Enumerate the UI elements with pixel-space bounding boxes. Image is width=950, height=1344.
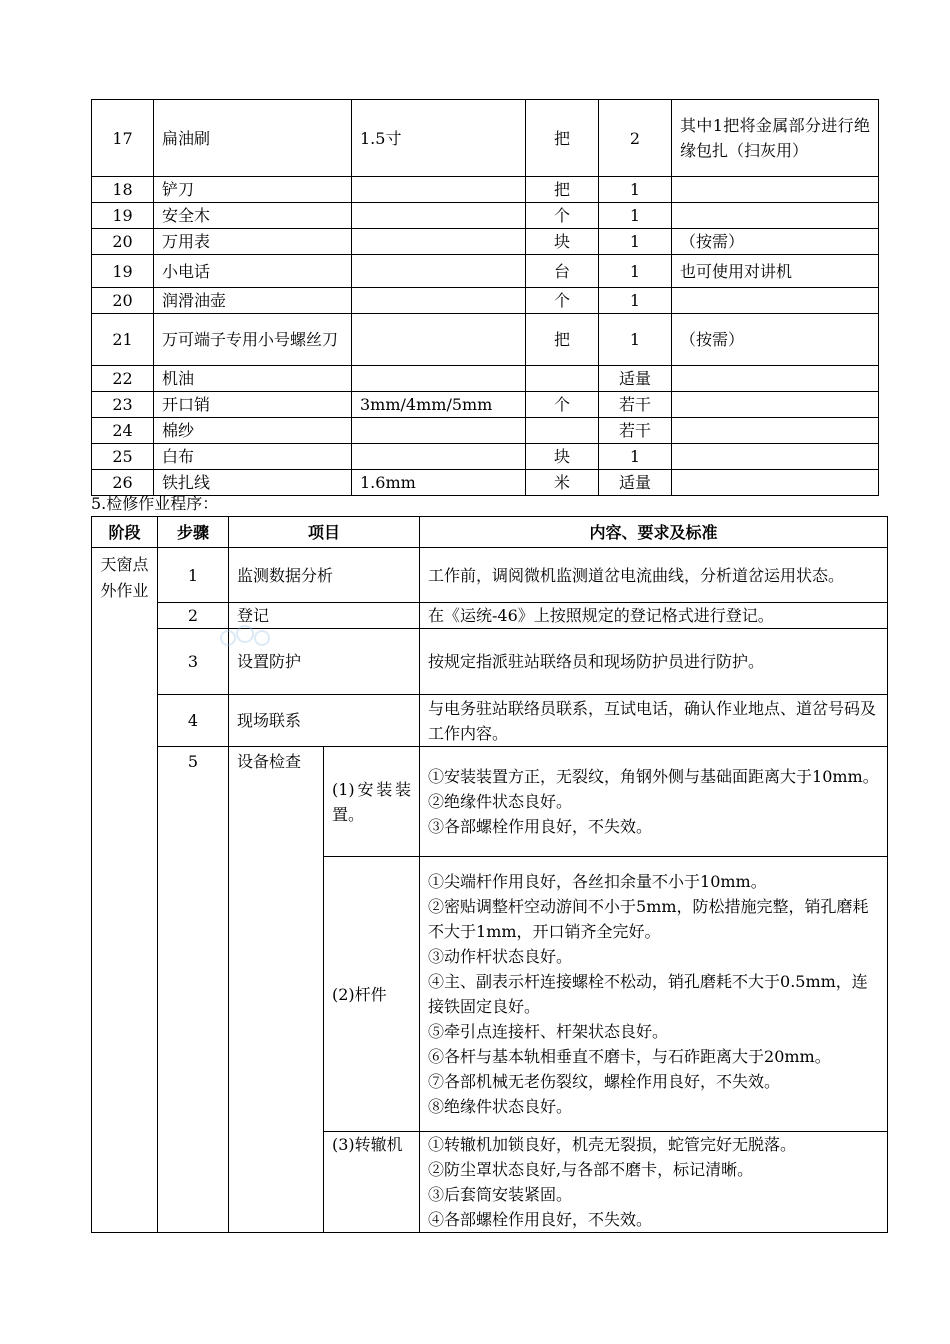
requirement-line: ⑤牵引点连接杆、杆架状态良好。 — [428, 1022, 669, 1041]
step-content: 与电务驻站联络员联系，互试电话，确认作业地点、道岔号码及工作内容。 — [420, 695, 888, 747]
tool-note — [672, 444, 879, 470]
tool-qty: 1 — [599, 203, 672, 229]
tool-qty: 1 — [599, 177, 672, 203]
step-no: 5 — [158, 747, 229, 1233]
requirement-line: ②防尘罩状态良好,与各部不磨卡，标记清晰。 — [428, 1160, 754, 1179]
sub-item-content — [420, 1132, 888, 1233]
requirement-line: ③动作杆状态良好。 — [428, 947, 573, 966]
step-item: 设备检查 — [229, 747, 324, 1233]
tool-row — [92, 177, 879, 203]
tool-unit: 把 — [526, 100, 599, 177]
tool-qty: 1 — [599, 288, 672, 314]
tools-table-body — [92, 100, 879, 496]
tool-name: 棉纱 — [154, 418, 352, 444]
procedure-header-row — [92, 517, 888, 548]
tool-no: 19 — [92, 203, 154, 229]
step-no: 3 — [158, 629, 229, 695]
step-no: 1 — [158, 548, 229, 603]
tool-name: 白布 — [154, 444, 352, 470]
tool-note — [672, 203, 879, 229]
tool-spec: 3mm/4mm/5mm — [352, 392, 526, 418]
tool-row — [92, 366, 879, 392]
tool-row — [92, 392, 879, 418]
section-heading: 5.检修作业程序： — [91, 494, 219, 513]
tool-unit: 把 — [526, 314, 599, 366]
tool-unit: 个 — [526, 288, 599, 314]
tool-spec — [352, 418, 526, 444]
tool-note: （按需） — [672, 314, 879, 366]
tool-unit: 台 — [526, 255, 599, 288]
tool-spec — [352, 314, 526, 366]
tool-unit: 把 — [526, 177, 599, 203]
procedure-table — [91, 516, 888, 1233]
sub-item-label: (2)杆件 — [324, 857, 420, 1132]
step-item: 监测数据分析 — [229, 548, 420, 603]
sub-item-content — [420, 747, 888, 857]
procedure-row — [92, 747, 888, 857]
tool-note — [672, 366, 879, 392]
tool-note — [672, 392, 879, 418]
tool-no: 22 — [92, 366, 154, 392]
tool-note — [672, 470, 879, 496]
requirement-line: ④各部螺栓作用良好，不失效。 — [428, 1210, 653, 1229]
sub-item-content — [420, 857, 888, 1132]
tool-spec — [352, 229, 526, 255]
tool-name: 开口销 — [154, 392, 352, 418]
tool-row — [92, 229, 879, 255]
requirement-line: ②绝缘件状态良好。 — [428, 792, 573, 811]
requirement-line: ④主、副表示杆连接螺栓不松动，销孔磨耗不大于0.5mm，连接铁固定良好。 — [428, 972, 868, 1016]
header-item: 项目 — [229, 517, 420, 548]
step-item: 现场联系 — [229, 695, 420, 747]
tool-spec: 1.6mm — [352, 470, 526, 496]
tool-name: 润滑油壶 — [154, 288, 352, 314]
tool-row — [92, 255, 879, 288]
tool-no: 20 — [92, 229, 154, 255]
header-content: 内容、要求及标准 — [420, 517, 888, 548]
tool-name: 万用表 — [154, 229, 352, 255]
tool-no: 23 — [92, 392, 154, 418]
procedure-row — [92, 603, 888, 629]
tool-no: 25 — [92, 444, 154, 470]
tool-spec — [352, 203, 526, 229]
tool-unit: 个 — [526, 392, 599, 418]
tool-name: 机油 — [154, 366, 352, 392]
tool-no: 24 — [92, 418, 154, 444]
tool-qty: 适量 — [599, 366, 672, 392]
header-stage: 阶段 — [92, 517, 158, 548]
tool-unit — [526, 366, 599, 392]
tool-unit: 个 — [526, 203, 599, 229]
tool-name: 安全木 — [154, 203, 352, 229]
tool-spec — [352, 177, 526, 203]
tool-no: 26 — [92, 470, 154, 496]
tool-unit: 块 — [526, 444, 599, 470]
tool-unit — [526, 418, 599, 444]
tool-name: 扁油刷 — [154, 100, 352, 177]
tool-note: 也可使用对讲机 — [672, 255, 879, 288]
procedure-row — [92, 695, 888, 747]
sub-item-label: (3)转辙机 — [324, 1132, 420, 1233]
tools-table — [91, 99, 879, 496]
step-no: 4 — [158, 695, 229, 747]
tool-spec — [352, 444, 526, 470]
tool-qty: 1 — [599, 255, 672, 288]
tool-note: 其中1把将金属部分进行绝缘包扎（扫灰用） — [672, 100, 879, 177]
tool-row — [92, 314, 879, 366]
tool-note — [672, 288, 879, 314]
tool-row — [92, 203, 879, 229]
tool-qty: 1 — [599, 229, 672, 255]
tool-unit: 块 — [526, 229, 599, 255]
tool-qty: 若干 — [599, 418, 672, 444]
requirement-line: ⑥各杆与基本轨相垂直不磨卡，与石砟距离大于20mm。 — [428, 1047, 831, 1066]
tool-spec — [352, 255, 526, 288]
tool-spec: 1.5寸 — [352, 100, 526, 177]
step-content: 按规定指派驻站联络员和现场防护员进行防护。 — [420, 629, 888, 695]
tool-spec — [352, 288, 526, 314]
tool-row — [92, 288, 879, 314]
tool-qty: 若干 — [599, 392, 672, 418]
tool-no: 18 — [92, 177, 154, 203]
tool-row — [92, 100, 879, 177]
tool-note — [672, 177, 879, 203]
tool-row — [92, 418, 879, 444]
tool-qty: 2 — [599, 100, 672, 177]
tool-note — [672, 418, 879, 444]
step-no: 2 — [158, 603, 229, 629]
procedure-row — [92, 548, 888, 603]
tool-name: 万可端子专用小号螺丝刀 — [154, 314, 352, 366]
header-step: 步骤 — [158, 517, 229, 548]
tool-name: 铲刀 — [154, 177, 352, 203]
tool-spec — [352, 366, 526, 392]
tool-unit: 米 — [526, 470, 599, 496]
tool-row — [92, 444, 879, 470]
stage-cell: 天窗点外作业 — [92, 548, 158, 1233]
requirement-line: ①安装装置方正，无裂纹，角钢外侧与基础面距离大于10mm。 — [428, 767, 879, 786]
step-item: 设置防护 — [229, 629, 420, 695]
requirement-line: ①尖端杆作用良好，各丝扣余量不小于10mm。 — [428, 872, 767, 891]
tool-no: 17 — [92, 100, 154, 177]
tool-no: 20 — [92, 288, 154, 314]
procedure-table-body — [92, 548, 888, 1233]
step-content: 在《运统-46》上按照规定的登记格式进行登记。 — [420, 603, 888, 629]
tool-name: 小电话 — [154, 255, 352, 288]
tool-no: 21 — [92, 314, 154, 366]
requirement-line: ③后套筒安装紧固。 — [428, 1185, 573, 1204]
requirement-line: ⑦各部机械无老伤裂纹，螺栓作用良好，不失效。 — [428, 1072, 781, 1091]
procedure-row — [92, 629, 888, 695]
requirement-line: ②密贴调整杆空动游间不小于5mm，防松措施完整，销孔磨耗不大于1mm，开口销齐全完好。 — [428, 897, 869, 941]
tool-note: （按需） — [672, 229, 879, 255]
watermark-logo — [216, 620, 274, 656]
requirement-line: ⑧绝缘件状态良好。 — [428, 1097, 573, 1116]
step-item: 登记 — [229, 603, 420, 629]
tool-no: 19 — [92, 255, 154, 288]
step-content: 工作前，调阅微机监测道岔电流曲线，分析道岔运用状态。 — [420, 548, 888, 603]
requirement-line: ③各部螺栓作用良好，不失效。 — [428, 817, 653, 836]
tool-name: 铁扎线 — [154, 470, 352, 496]
tool-qty: 1 — [599, 314, 672, 366]
tool-qty: 1 — [599, 444, 672, 470]
requirement-line: ①转辙机加锁良好，机壳无裂损，蛇管完好无脱落。 — [428, 1135, 797, 1154]
sub-item-label: (1)安装装置。 — [324, 747, 420, 857]
tool-qty: 适量 — [599, 470, 672, 496]
